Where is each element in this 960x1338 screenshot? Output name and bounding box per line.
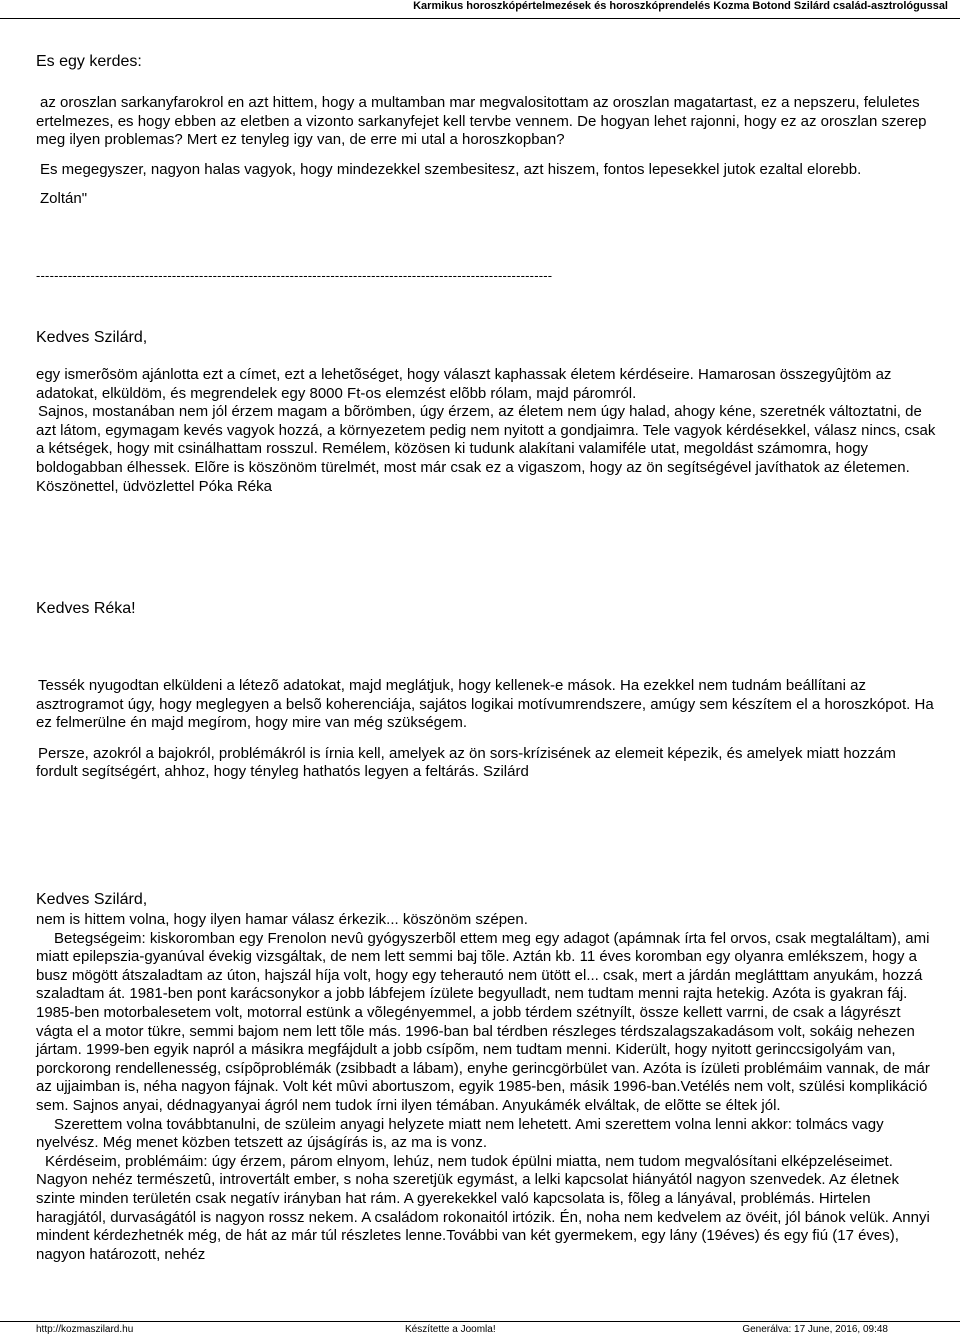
question-heading: Es egy kerdes: bbox=[36, 53, 142, 70]
letter-reka-paragraph-1: egy ismerõsöm ajánlotta ezt a címet, ezt a lehetõséget, hogy választ kaphassak életem kérdéseire. Hamarosan összegyûjtöm az adatokat, elküldöm, és megrendelek egy 8000 Ft-os elemzést elõbb rólam, majd páromról. bbox=[36, 366, 892, 402]
letter-reka-2-paragraph-4: Kérdéseim, problémáim: úgy érzem, párom elnyom, lehúz, nem tudok épülni miatta, nem tudom megvalósítani elképzeléseimet. Nagyon nehéz természetû, introvertált ember, s noha szeretjük egymást, a lelki kapcsolat hiányától nagyon szenvedek. Az életnek szinte minden területén csak negatív irányban hat rám. A gyerekekkel való kapcsolata is, fõleg a lányával, problémás. Hirtelen haragjától, durvaságától is nagyon rossz nekem. A családom rokonaitól irtózik. Én, noha nem kedvelem az övéit, jól bánok velük. Annyi mindent kérdezhetnék még, de hát az már túl részletes lenne.További van két gyermekem, egy lány (19éves) és egy fiú (17 éves), nagyon határozott, nehéz bbox=[36, 1152, 930, 1263]
footer-url-link[interactable]: http://kozmaszilard.hu bbox=[36, 1324, 134, 1335]
site-header-title: Karmikus horoszkópértelmezések és horoszkóprendelés Kozma Botond Szilárd család-asztrológussal bbox=[413, 0, 948, 12]
footer-credit: Készítette a Joomla! bbox=[405, 1324, 496, 1335]
header-divider bbox=[0, 18, 960, 19]
letter-reka bbox=[36, 366, 936, 496]
letter-reka-2-paragraph-2: Betegségeim: kiskoromban egy Frenolon nevû gyógyszerbõl ettem meg egy adagot (apámnak írta fel orvos, csak megtaláltam), ami miatt epilepszia-gyanúval évekig vizsgáltak, de nem lett semmi baj tõle. Aztán kb. 11 éves koromban egy olyanra emlékszem, hogy a busz mögött átszaladtam az úton, hajszál híja volt, hogy egy teherautó nem ütött el... csak, mert a járdán meglátttam anyukám, hozzá szaladtam át. 1981-ben pont karácsonykor a jobb lábfejem ízülete begyulladt, nem tudtam menni rajta hetekig. Azóta is gyakran fáj. 1985-ben motorbalesetem volt, motorral estünk a võlegényemmel, a jobb térdem szétnyílt, össze kellett varrni, de csak a lágyrészt vágta el a motor tükre, semmi bajom nem lett tõle más. 1996-ban bal térdben részleges térdszalagszakadásom volt, sokáig nehezen jártam. 1999-ben egyik napról a másikra megfájdult a jobb csípõm, nem tudtam menni. Kiderült, hogy nyitott gerinccsigolyám van, porckorong rendellenesség, csípõproblémák (zsibbadt a lábam), enyhe gerincgörbület van. Azóta is ízületi problémáim vannak, de már az ujjaimban is, néha nagyon fájnak. Volt két mûvi abortuszom, egyik 1985-ben, másik 1996-ban.Vetélés nem volt, szülési komplikáció sem. Sajnos anyai, dédnagyanyai ágról nem tudok írni ilyen témában. Anyukámék elváltak, de elõtte se éltek jól. bbox=[36, 929, 930, 1114]
letter-zoltan-paragraph-1: az oroszlan sarkanyfarokrol en azt hittem, hogy a multamban mar megvalositottam az oroszlan magatartast, ez a nepszeru, feluletes ertelmezes, es hogy ebben az eletben a vizonto sarkanyfejet kell tervbe vennem. De hogyan lehet rajonni, hogy ez az oroszlan szerep meg ilyen problemas? Mert ez tenyleg igy van, de erre mi utal a horoszkopban? bbox=[36, 94, 927, 149]
letter-zoltan-paragraph-2: Es megegyszer, nagyon halas vagyok, hogy mindezekkel szembesitesz, azt hiszem, fontos lepesekkel jutok ezaltal elorebb. bbox=[40, 160, 862, 178]
letter-zoltan-signature: Zoltán" bbox=[40, 190, 88, 208]
greeting-szilard-2: Kedves Szilárd, bbox=[36, 891, 148, 908]
letter-szilard-paragraph-2: Persze, azokról a bajokról, problémákról is írnia kell, amelyek az ön sors-krízisének az elemeit képezik, és amelyek miatt hozzám fordult segítségért, ahhoz, hogy tényleg hathatós legyen a feltárás. Szilárd bbox=[36, 744, 896, 781]
footer-generated-date: Generálva: 17 June, 2016, 09:48 bbox=[742, 1324, 888, 1335]
letter-reka-2-paragraph-1: nem is hittem volna, hogy ilyen hamar válasz érkezik... köszönöm szépen. bbox=[36, 911, 528, 928]
letter-szilard-paragraph-1: Tessék nyugodtan elküldeni a létezõ adatokat, majd meglátjuk, hogy kellenek-e mások. Ha ezekkel nem tudnám beállítani az asztrogramot úgy, hogy meglegyen a belsõ koherenciája, sajátos logikai motívumrendszere, amúgy sem készítem el a horoszkópot. Ha ez felmerülne én majd megírom, hogy mire van még szükségem. bbox=[36, 677, 934, 732]
letter-reka-2 bbox=[36, 911, 936, 1264]
letter-reka-2-paragraph-3: Szerettem volna továbbtanulni, de szüleim anyagi helyzete miatt nem lehetett. Ami szerettem volna lenni akkor: tolmács vagy nyelvész. Még menet közben tetszett az újságírás is, az ma is vonz. bbox=[36, 1115, 884, 1152]
letter-zoltan bbox=[36, 94, 936, 209]
separator-line: ------------------------------------------------------------------------------------------------------------------ bbox=[36, 268, 553, 283]
letter-reka-paragraph-2: Sajnos, mostanában nem jól érzem magam a bõrömben, úgy érzem, az életem nem úgy halad, ahogy kéne, szeretnék változtatni, de azt látom, egymagam kevés vagyok hozzá, a környezetem pedig nem nyitott a gondjaimra. Tele vagyok kérdésekkel, válasz nincs, csak a kétségek, hogy mit csinálhattam rosszul. Remélem, közösen ki tudunk alakítani valamiféle utat, megoldást számomra, hogy boldogabban élhessek. Elõre is köszönöm türelmét, most már csak ez a vigaszom, hogy az ön segítségével javíthatok az életemen. Köszönettel, üdvözlettel Póka Réka bbox=[36, 403, 936, 495]
letter-szilard bbox=[36, 677, 936, 782]
footer-divider bbox=[0, 1321, 960, 1322]
greeting-reka: Kedves Réka! bbox=[36, 600, 136, 617]
greeting-szilard-1: Kedves Szilárd, bbox=[36, 329, 148, 346]
